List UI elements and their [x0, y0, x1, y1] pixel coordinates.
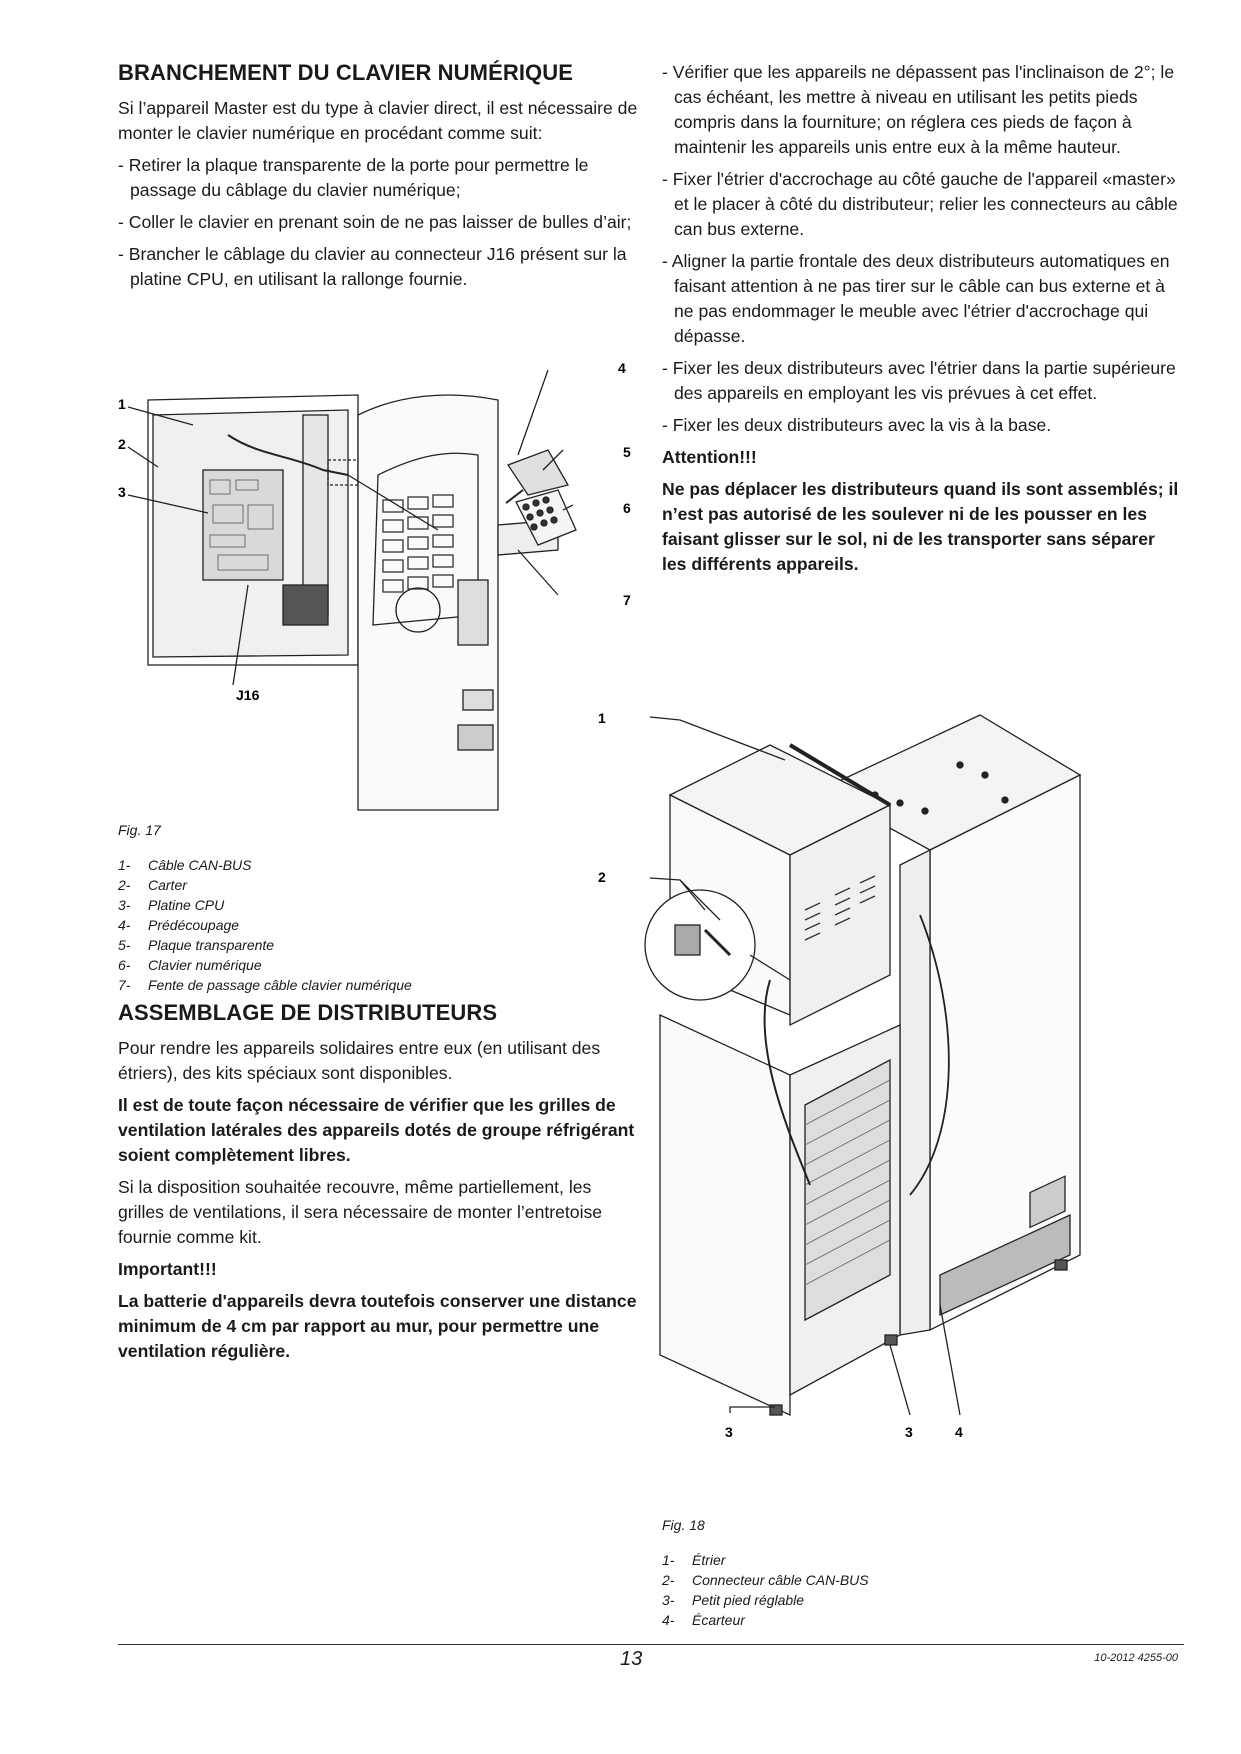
- legend-item: [118, 935, 618, 955]
- legend-text: Fente de passage câble clavier numérique: [148, 977, 412, 993]
- assembly-step-4: - Fixer les deux distributeurs avec l'étrier dans la partie supérieure des appareils en employant les vis prévues à cet effet.: [662, 358, 1176, 403]
- legend-text: Petit pied réglable: [692, 1592, 805, 1608]
- fig18-legend: [662, 1550, 1162, 1630]
- legend-item: [118, 895, 618, 915]
- figure-18-assembly-diagram: [598, 710, 1180, 1515]
- keypad-intro: Si l’appareil Master est du type à clavier direct, il est nécessaire de monter le clavier numérique en procédant comme suit:: [118, 98, 638, 143]
- assembly-p3: Si la disposition souhaitée recouvre, même partiellement, les grilles de ventilations, il sera nécessaire de monter l’entretoise fournie comme kit.: [118, 1177, 603, 1247]
- legend-text: Plaque transparente: [148, 937, 275, 953]
- legend-item: [118, 915, 618, 935]
- legend-item: [118, 975, 618, 995]
- assembly-section: [118, 1000, 640, 1371]
- legend-number: 2-: [118, 877, 131, 893]
- fig18-caption: Fig. 18: [662, 1517, 705, 1533]
- legend-item: [662, 1550, 1162, 1570]
- fig17-callout-1: 1: [118, 396, 126, 412]
- assembly-p2: Il est de toute façon nécessaire de vérifier que les grilles de ventilation latérales des appareils dotés de groupe réfrigérant soient complètement libres.: [118, 1095, 635, 1165]
- keypad-step-3: - Brancher le câblage du clavier au connecteur J16 présent sur la platine CPU, en utilisant la rallonge fournie.: [118, 244, 627, 289]
- figure-17-keypad-diagram: [118, 360, 648, 815]
- legend-text: Platine CPU: [148, 897, 225, 913]
- legend-number: 4-: [118, 917, 131, 933]
- legend-number: 1-: [662, 1552, 675, 1568]
- fig17-callout-j16: J16: [236, 687, 260, 703]
- page-number: 13: [620, 1648, 643, 1670]
- legend-item: [662, 1590, 1162, 1610]
- important-label: Important!!!: [118, 1259, 217, 1279]
- assembly-p1: Pour rendre les appareils solidaires entre eux (en utilisant des étriers), des kits spéciaux sont disponibles.: [118, 1038, 601, 1083]
- section-title-keypad: BRANCHEMENT DU CLAVIER NUMÉRIQUE: [118, 60, 574, 85]
- legend-number: 7-: [118, 977, 131, 993]
- legend-item: [118, 855, 618, 875]
- fig18-callout-3b: 3: [905, 1424, 913, 1440]
- fig18-callout-4: 4: [955, 1424, 963, 1440]
- legend-text: Clavier numérique: [148, 957, 262, 973]
- legend-text: Étrier: [692, 1552, 726, 1568]
- assembly-step-2: - Fixer l'étrier d'accrochage au côté gauche de l'appareil «master» et le placer à côté du distributeur; relier les connecteurs au câble can bus externe.: [662, 169, 1178, 239]
- fig18-callout-1: 1: [598, 710, 606, 726]
- fig17-callout-4: 4: [618, 360, 626, 376]
- legend-number: 3-: [662, 1592, 675, 1608]
- footer-divider: [118, 1644, 1184, 1645]
- keypad-step-1: - Retirer la plaque transparente de la porte pour permettre le passage du câblage du clavier numérique;: [118, 155, 589, 200]
- attention-label: Attention!!!: [662, 447, 757, 467]
- legend-number: 1-: [118, 857, 131, 873]
- keypad-step-2: - Coller le clavier en prenant soin de ne pas laisser de bulles d’air;: [118, 212, 632, 232]
- legend-number: 6-: [118, 957, 131, 973]
- fig18-callout-3a: 3: [725, 1424, 733, 1440]
- legend-text: Câble CAN-BUS: [148, 857, 252, 873]
- fig18-caption-block: [662, 1513, 1162, 1630]
- fig17-caption-block: [118, 818, 618, 995]
- fig17-callout-7: 7: [623, 592, 631, 608]
- legend-item: [118, 955, 618, 975]
- fig17-legend: [118, 855, 618, 995]
- legend-item: [662, 1610, 1162, 1630]
- assembly-step-1: - Vérifier que les appareils ne dépassent pas l'inclinaison de 2°; le cas échéant, les mettre à niveau en utilisant les petits pieds compris dans la fourniture; on réglera ces pieds de façon à maintenir les appareils unis entre eux à la même hauteur.: [662, 62, 1175, 157]
- legend-text: Prédécoupage: [148, 917, 240, 933]
- legend-number: 5-: [118, 937, 131, 953]
- legend-number: 2-: [662, 1572, 675, 1588]
- legend-text: Carter: [148, 877, 187, 893]
- fig17-caption: Fig. 17: [118, 822, 161, 838]
- document-code: 10-2012 4255-00: [1094, 1652, 1178, 1664]
- attention-text: Ne pas déplacer les distributeurs quand ils sont assemblés; il n’est pas autorisé de les soulever ni de les pousser en les faisant glisser sur le sol, ni de les transporter sans séparer les différents appareils.: [662, 479, 1179, 574]
- fig17-callout-6: 6: [623, 500, 631, 516]
- legend-text: Écarteur: [692, 1612, 745, 1628]
- section-title-assembly: ASSEMBLAGE DE DISTRIBUTEURS: [118, 1000, 498, 1025]
- fig18-callout-2: 2: [598, 869, 606, 885]
- legend-number: 4-: [662, 1612, 675, 1628]
- left-column: [118, 60, 640, 299]
- fig17-callout-5: 5: [623, 444, 631, 460]
- legend-text: Connecteur câble CAN-BUS: [692, 1572, 869, 1588]
- legend-item: [662, 1570, 1162, 1590]
- legend-item: [118, 875, 618, 895]
- fig17-callout-3: 3: [118, 484, 126, 500]
- fig17-callout-2: 2: [118, 436, 126, 452]
- right-column: [662, 60, 1184, 584]
- legend-number: 3-: [118, 897, 131, 913]
- assembly-step-3: - Aligner la partie frontale des deux distributeurs automatiques en faisant attention à ne pas tirer sur le câble can bus externe et à ne pas endommager le meuble avec l'étrier d'accrochage qui dépasse.: [662, 251, 1170, 346]
- important-text: La batterie d'appareils devra toutefois conserver une distance minimum de 4 cm par rapport au mur, pour permettre une ventilation régulière.: [118, 1291, 637, 1361]
- assembly-step-5: - Fixer les deux distributeurs avec la vis à la base.: [662, 415, 1052, 435]
